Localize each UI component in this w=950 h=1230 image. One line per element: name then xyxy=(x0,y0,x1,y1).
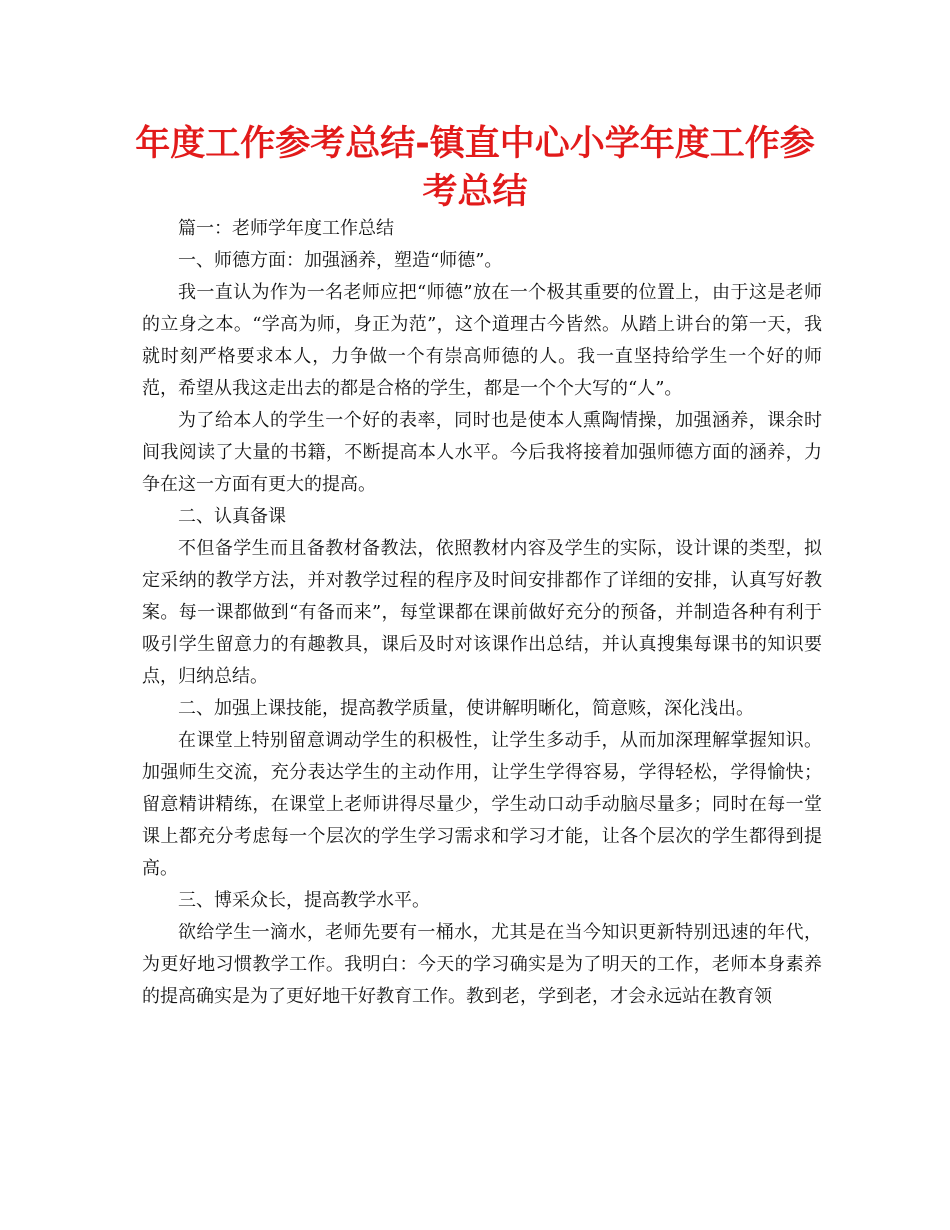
paragraph-lesson-prep-body: 不但备学生而且备教材备教法，依照教材内容及学生的实际，设计课的类型，拟定采纳的教学方法，并对教学过程的程序及时间安排都作了详细的安排，认真写好教案。每一课都做到“有备而来”，每堂课都在课前做好充分的预备，并制造各种有利于吸引学生留意力的有趣教具，课后及时对该课作出总结，并认真搜集每课书的知识要点，归纳总结。 xyxy=(142,538,822,687)
document-title: 年度工作参考总结-镇直中心小学年度工作参考总结 xyxy=(135,124,815,212)
paragraph-learning-body: 欲给学生一滴水，老师先要有一桶水，尤其是在当今知识更新特别迅速的年代，为更好地习惯教学工作。我明白：今天的学习确实是为了明天的工作，老师本身素养的提高确实是为了更好地干好教育工作。教到老，学到老，才会永远站在教育领 xyxy=(142,922,822,1007)
section-heading-article-one: 篇一：老师学年度工作总结 xyxy=(178,218,394,239)
section-heading-teaching-skills: 二、加强上课技能，提高教学质量，使讲解明晰化，简意赅，深化浅出。 xyxy=(178,698,754,719)
section-heading-ethics: 一、师德方面：加强涵养，塑造“师德”。 xyxy=(178,250,503,271)
section-heading-lesson-prep: 二、认真备课 xyxy=(178,506,286,527)
paragraph-ethics-reading: 为了给本人的学生一个好的表率，同时也是使本人熏陶情操，加强涵养，课余时间我阅读了大量的书籍，不断提高本人水平。今后我将接着加强师德方面的涵养，力争在这一方面有更大的提高。 xyxy=(142,410,822,495)
paragraph-teaching-skills-body: 在课堂上特别留意调动学生的积极性，让学生多动手，从而加深理解掌握知识。加强师生交流，充分表达学生的主动作用，让学生学得容易，学得轻松，学得愉快；留意精讲精练，在课堂上老师讲得尽量少，学生动口动手动脑尽量多；同时在每一堂课上都充分考虑每一个层次的学生学习需求和学习才能，让各个层次的学生都得到提高。 xyxy=(142,730,822,879)
section-heading-learning: 三、博采众长，提高教学水平。 xyxy=(178,890,430,911)
document-body xyxy=(142,213,822,1013)
paragraph-ethics-body: 我一直认为作为一名老师应把“师德”放在一个极其重要的位置上，由于这是老师的立身之本。“学高为师，身正为范”，这个道理古今皆然。从踏上讲台的第一天，我就时刻严格要求本人，力争做一个有崇高师德的人。我一直坚持给学生一个好的师范，希望从我这走出去的都是合格的学生，都是一个个大写的“人”。 xyxy=(142,282,822,399)
